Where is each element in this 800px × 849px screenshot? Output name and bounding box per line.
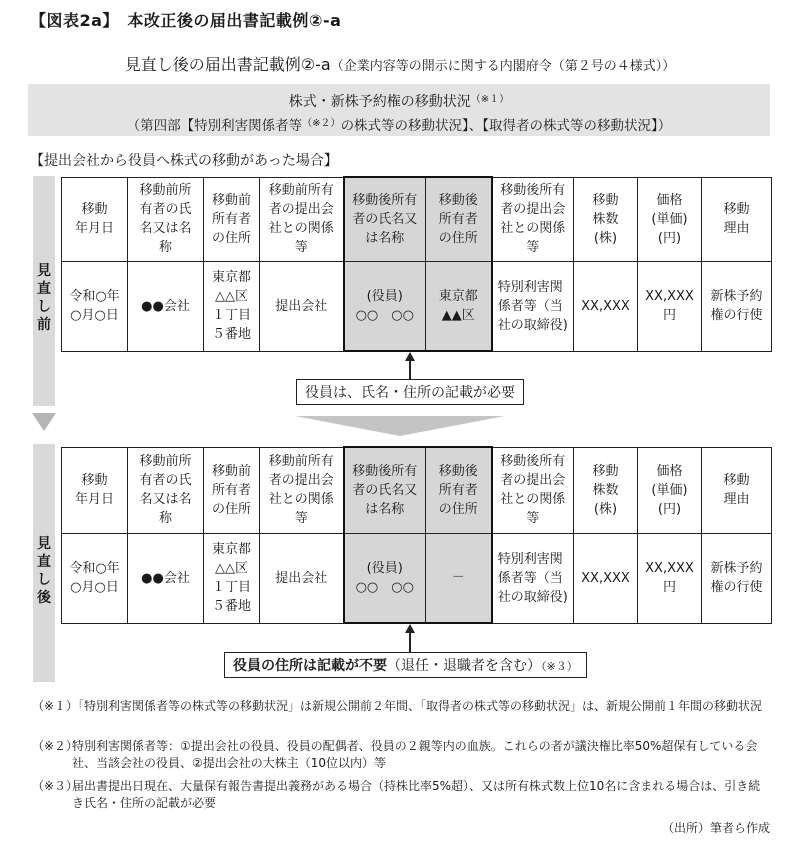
- before-header-cell-4: [344, 177, 426, 261]
- after-header-cell-text: 移動前所: [139, 454, 192, 469]
- after-data-cell-9: [702, 533, 772, 623]
- after-header-cell-text: 者の氏名又: [352, 482, 418, 498]
- data-row: [62, 261, 772, 351]
- after-header-cell-text: 移動: [592, 463, 619, 479]
- callout-after: [224, 652, 587, 678]
- before-header-cell-text: 移動: [592, 192, 619, 208]
- after-header-cell-1: [128, 447, 204, 533]
- before-header-cell-text: 等: [294, 240, 308, 255]
- after-data-cell-text: 権の行使: [710, 580, 763, 595]
- before-header-cell-text: (単価): [651, 211, 688, 227]
- before-data-cell-text: 提出会社: [275, 298, 328, 314]
- before-header-cell-text: 移動: [81, 202, 108, 217]
- subtitle-note: （企業内容等の開示に関する内閣府令（第２号の４様式））: [330, 59, 676, 74]
- before-header-cell-text: の住所: [438, 230, 478, 246]
- section-header-line2b: の株式等の移動状況】、【取得者の株式等の移動状況】）: [340, 118, 672, 134]
- after-header-cell-7: [574, 447, 638, 533]
- callout-after-normal: （退任・退職者を含む）: [387, 658, 541, 674]
- before-data-cell-text: (役員): [366, 288, 403, 304]
- after-header-cell-4: [344, 447, 426, 533]
- before-data-cell-text: ○○ ○○: [355, 307, 414, 323]
- subtitle: [0, 52, 800, 75]
- before-header-cell-text: 社との関係: [500, 221, 566, 236]
- before-data-cell-7: [574, 261, 638, 351]
- header-row: [62, 447, 772, 533]
- after-header-cell-text: 社との関係: [268, 492, 334, 507]
- before-header-cell-text: 年月日: [74, 221, 114, 236]
- after-data-cell-7: [574, 533, 638, 623]
- after-header-cell-text: 移動後所有: [500, 454, 566, 469]
- before-header-cell-6: [492, 177, 574, 261]
- after-data-cell-text: (役員): [366, 560, 403, 576]
- before-header-cell-3: [260, 177, 344, 261]
- before-data-cell-4: [344, 261, 426, 351]
- before-header-cell-text: 名又は名: [139, 221, 192, 236]
- before-data-cell-text: 社の取締役): [497, 317, 568, 333]
- after-data-cell-text: XX,XXX: [581, 570, 630, 586]
- callout-before: 役員は、氏名・住所の記載が必要: [296, 379, 524, 405]
- before-data-cell-text: △△区: [215, 289, 248, 304]
- after-header-cell-text: 移動前: [211, 463, 251, 479]
- after-data-cell-0: [62, 533, 128, 623]
- before-data-cell-text: 係者等（当: [497, 298, 563, 314]
- after-header-cell-text: 称: [158, 511, 172, 526]
- after-data-cell-text: ５番地: [211, 599, 251, 614]
- footnote-1: （※１） 「特別利害関係者等の株式等の移動状況」は新規公開前２年間、「取得者の株式等の移動状況」は、新規公開前１年間の移動状況: [32, 699, 763, 713]
- after-data-cell-text: 円: [662, 580, 676, 595]
- before-header-cell-text: 者の提出会: [500, 202, 566, 217]
- after-header-cell-text: 移動後: [438, 463, 478, 479]
- after-data-cell-3: [260, 533, 344, 623]
- after-header-cell-text: 有者の氏: [139, 473, 192, 488]
- before-data-cell-8: [638, 261, 702, 351]
- before-header-cell-text: 移動後所有: [352, 192, 418, 208]
- after-data-cell-text: １丁目: [211, 580, 251, 595]
- before-header-cell-text: 価格: [656, 192, 683, 208]
- before-data-cell-3: [260, 261, 344, 351]
- after-header-cell-text: 社との関係: [500, 492, 566, 507]
- after-header-cell-text: 者の提出会: [268, 473, 334, 488]
- table-after: [61, 446, 772, 624]
- before-header-cell-9: [702, 177, 772, 261]
- after-data-cell-text: ●●会社: [141, 570, 190, 586]
- before-header-cell-text: 理由: [723, 221, 750, 236]
- before-data-cell-text: １丁目: [211, 308, 251, 323]
- before-data-cell-text: 新株予約: [710, 289, 763, 304]
- after-header-cell-text: 移動後所有: [352, 463, 418, 479]
- before-header-cell-text: 等: [526, 240, 540, 255]
- before-data-cell-1: [128, 261, 204, 351]
- before-header-cell-text: (株): [593, 230, 618, 246]
- after-data-cell-text: ○○ ○○: [355, 579, 414, 595]
- before-data-cell-text: 東京都: [211, 270, 251, 285]
- after-data-cell-text: 新株予約: [710, 561, 763, 576]
- after-header-cell-text: 者の提出会: [500, 473, 566, 488]
- after-header-cell-9: [702, 447, 772, 533]
- before-header-cell-text: 者の氏名又: [352, 211, 418, 227]
- section-header-note1: （※１）: [470, 94, 510, 105]
- before-data-cell-9: [702, 261, 772, 351]
- before-data-cell-text: XX,XXX: [581, 298, 630, 314]
- after-header-cell-text: 株数: [592, 482, 619, 498]
- figure-title: 【図表2a】 本改正後の届出書記載例②-a: [30, 11, 342, 30]
- before-header-cell-2: [204, 177, 260, 261]
- after-header-cell-3: [260, 447, 344, 533]
- before-header-cell-text: 移動前: [211, 192, 251, 208]
- source-note: （出所）筆者ら作成: [661, 821, 770, 835]
- section-header-line1: 株式・新株予約権の移動状況: [288, 94, 471, 110]
- side-label-after: 見 直 し 後: [37, 536, 51, 606]
- table-before: [61, 176, 772, 352]
- before-data-cell-text: 特別利害関: [497, 279, 563, 295]
- after-header-cell-text: (円): [657, 501, 682, 517]
- before-data-cell-text: ▲▲区: [441, 307, 475, 323]
- callout-after-bold: 役員の住所は記載が不要: [233, 658, 387, 674]
- section-header-line2a: （第四部【特別利害関係者等: [126, 118, 303, 134]
- before-header-cell-text: (円): [657, 230, 682, 246]
- after-data-cell-text: 東京都: [211, 542, 251, 557]
- after-data-cell-8: [638, 533, 702, 623]
- before-header-cell-text: 株数: [592, 211, 619, 227]
- before-header-cell-text: の住所: [211, 230, 251, 246]
- data-row: [62, 533, 772, 623]
- after-data-cell-text: ○月○日: [70, 580, 119, 595]
- before-header-cell-text: 者の提出会: [268, 202, 334, 217]
- before-data-cell-text: ５番地: [211, 327, 251, 342]
- before-header-cell-text: 移動後: [438, 192, 478, 208]
- after-header-cell-text: 理由: [723, 492, 750, 507]
- before-header-cell-7: [574, 177, 638, 261]
- case-heading: 【提出会社から役員へ株式の移動があった場合】: [30, 153, 338, 169]
- after-header-cell-text: 等: [526, 511, 540, 526]
- section-header-box: [28, 84, 770, 136]
- after-data-cell-4: [344, 533, 426, 623]
- after-data-cell-text: △△区: [215, 561, 248, 576]
- transition-arrow: [295, 416, 505, 436]
- before-data-cell-text: 権の行使: [710, 308, 763, 323]
- after-header-cell-text: 名又は名: [139, 492, 192, 507]
- before-data-cell-text: 令和○年: [69, 289, 120, 304]
- side-down-arrow: [32, 413, 56, 431]
- after-data-cell-text: 係者等（当: [497, 570, 563, 586]
- side-label-before: 見 直 し 前: [37, 263, 51, 333]
- before-header-cell-text: 移動前所: [139, 183, 192, 198]
- after-header-cell-text: 所有者: [211, 482, 251, 498]
- before-header-cell-text: 移動: [723, 202, 750, 217]
- footnote-3: （※３） 届出書提出日現在、大量保有報告書提出義務がある場合（持株比率5%超）、又は所有株式数上位10名に含まれる場合は、引き続き氏名・住所の記載が必要: [32, 779, 761, 810]
- before-header-cell-text: 称: [158, 240, 172, 255]
- before-data-cell-text: XX,XXX: [645, 289, 694, 304]
- after-header-cell-text: の住所: [211, 501, 251, 517]
- after-header-cell-text: (株): [593, 501, 618, 517]
- after-header-cell-text: 所有者: [438, 482, 478, 498]
- after-header-cell-text: 移動: [81, 473, 108, 488]
- before-data-cell-text: 東京都: [438, 288, 478, 304]
- before-header-cell-text: 有者の氏: [139, 202, 192, 217]
- after-header-cell-text: (単価): [651, 482, 688, 498]
- after-data-cell-text: XX,XXX: [645, 561, 694, 576]
- before-header-cell-0: [62, 177, 128, 261]
- before-header-cell-text: 所有者: [438, 211, 478, 227]
- before-header-cell-5: [426, 177, 492, 261]
- before-header-cell-text: 社との関係: [268, 221, 334, 236]
- after-header-cell-text: の住所: [438, 501, 478, 517]
- before-header-cell-text: 移動後所有: [500, 183, 566, 198]
- after-data-cell-6: [492, 533, 574, 623]
- after-header-cell-8: [638, 447, 702, 533]
- subtitle-main: 見直し後の届出書記載例②-a: [124, 55, 331, 74]
- after-data-cell-5: [426, 533, 492, 623]
- before-header-cell-text: 所有者: [211, 211, 251, 227]
- before-header-cell-1: [128, 177, 204, 261]
- after-header-cell-text: 価格: [656, 463, 683, 479]
- callout-arrow-line-before: [409, 360, 411, 379]
- after-data-cell-text: 令和○年: [69, 561, 120, 576]
- before-header-cell-text: 移動前所有: [268, 183, 334, 198]
- after-data-cell-text: 特別利害関: [497, 551, 563, 567]
- after-header-cell-2: [204, 447, 260, 533]
- callout-arrow-line-after: [409, 632, 411, 652]
- before-data-cell-text: ●●会社: [141, 298, 190, 314]
- after-data-cell-text: －: [451, 570, 465, 586]
- after-data-cell-text: 社の取締役): [497, 589, 568, 605]
- after-data-cell-1: [128, 533, 204, 623]
- after-header-cell-text: 移動: [723, 473, 750, 488]
- before-data-cell-2: [204, 261, 260, 351]
- before-data-cell-text: ○月○日: [70, 308, 119, 323]
- before-header-cell-8: [638, 177, 702, 261]
- before-header-cell-text: は名称: [365, 230, 405, 246]
- after-data-cell-text: 提出会社: [275, 570, 328, 586]
- before-data-cell-0: [62, 261, 128, 351]
- footnote-2: （※２） 特別利害関係者等：①提出会社の役員、役員の配偶者、役員の２親等内の血族。これらの者が議決権比率50%超保有している会社、当該会社の役員、②提出会社の大株主（10位以内）等: [32, 739, 758, 770]
- after-header-cell-text: 年月日: [74, 492, 114, 507]
- after-header-cell-5: [426, 447, 492, 533]
- before-data-cell-text: 円: [662, 308, 676, 323]
- before-data-cell-5: [426, 261, 492, 351]
- header-row: [62, 177, 772, 261]
- after-header-cell-text: 移動前所有: [268, 454, 334, 469]
- after-header-cell-text: は名称: [365, 501, 405, 517]
- section-header-note2: （※２）: [302, 118, 341, 129]
- callout-after-note: （※３）: [541, 660, 578, 673]
- after-header-cell-text: 等: [294, 511, 308, 526]
- before-data-cell-6: [492, 261, 574, 351]
- after-header-cell-0: [62, 447, 128, 533]
- after-header-cell-6: [492, 447, 574, 533]
- after-data-cell-2: [204, 533, 260, 623]
